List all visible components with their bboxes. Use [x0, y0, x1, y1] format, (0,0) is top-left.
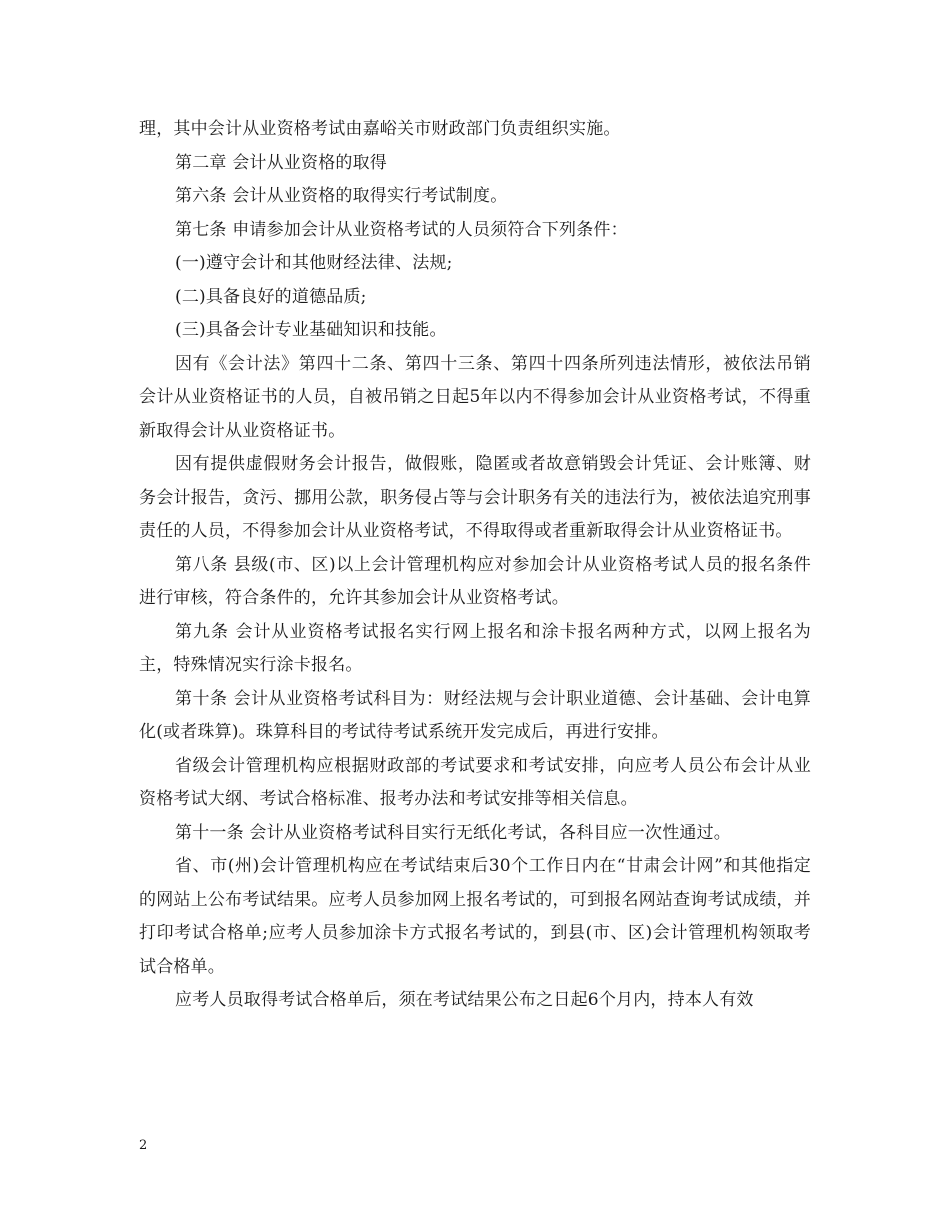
article-9: 第九条 会计从业资格考试报名实行网上报名和涂卡报名两种方式，以网上报名为主，特殊情况实行涂卡报名。 [139, 621, 811, 675]
article-6: 第六条 会计从业资格的取得实行考试制度。 [175, 186, 508, 206]
paragraph: 省、市(州)会计管理机构应在考试结束后30个工作日内在“甘肃会计网”和其他指定的网站上公布考试结果。应考人员参加网上报名考试的，可到报名网站查询考试成绩，并打印考试合格单;应考人员参加涂卡方式报名考试的，到县(市、区)会计管理机构领取考试合格单。 [139, 856, 811, 977]
paragraph: 因有提供虚假财务会计报告，做假账，隐匿或者故意销毁会计凭证、会计账簿、财务会计报告，贪污、挪用公款，职务侵占等与会计职务有关的违法行为，被依法追究刑事责任的人员，不得参加会计从业资格考试，不得取得或者重新取得会计从业资格证书。 [139, 454, 811, 541]
article-10: 第十条 会计从业资格考试科目为：财经法规与会计职业道德、会计基础、会计电算化(或者珠算)。珠算科目的考试待考试系统开发完成后，再进行安排。 [139, 688, 811, 742]
article-7: 第七条 申请参加会计从业资格考试的人员须符合下列条件： [175, 219, 628, 240]
paragraph: 应考人员取得考试合格单后，须在考试结果公布之日起6个月内，持本人有效 [175, 990, 754, 1010]
paragraph: 省级会计管理机构应根据财政部的考试要求和考试安排，向应考人员公布会计从业资格考试大纲、考试合格标准、报考办法和考试安排等相关信息。 [139, 755, 811, 809]
condition-item-3: (三)具备会计专业基础知识和技能。 [175, 320, 447, 340]
condition-item-2: (二)具备良好的道德品质; [175, 286, 367, 307]
chapter-heading: 第二章 会计从业资格的取得 [175, 152, 388, 173]
document-body [139, 113, 811, 1018]
article-8: 第八条 县级(市、区)以上会计管理机构应对参加会计从业资格考试人员的报名条件进行审核，符合条件的，允许其参加会计从业资格考试。 [139, 554, 811, 608]
paragraph: 因有《会计法》第四十二条、第四十三条、第四十四条所列违法情形，被依法吊销会计从业资格证书的人员，自被吊销之日起5年以内不得参加会计从业资格考试，不得重新取得会计从业资格证书。 [139, 353, 811, 441]
condition-item-1: (一)遵守会计和其他财经法律、法规; [175, 253, 453, 273]
paragraph: 理，其中会计从业资格考试由嘉峪关市财政部门负责组织实施。 [139, 119, 621, 139]
article-11: 第十一条 会计从业资格考试科目实行无纸化考试，各科目应一次性通过。 [175, 822, 732, 843]
page-number: 2 [139, 1138, 148, 1153]
